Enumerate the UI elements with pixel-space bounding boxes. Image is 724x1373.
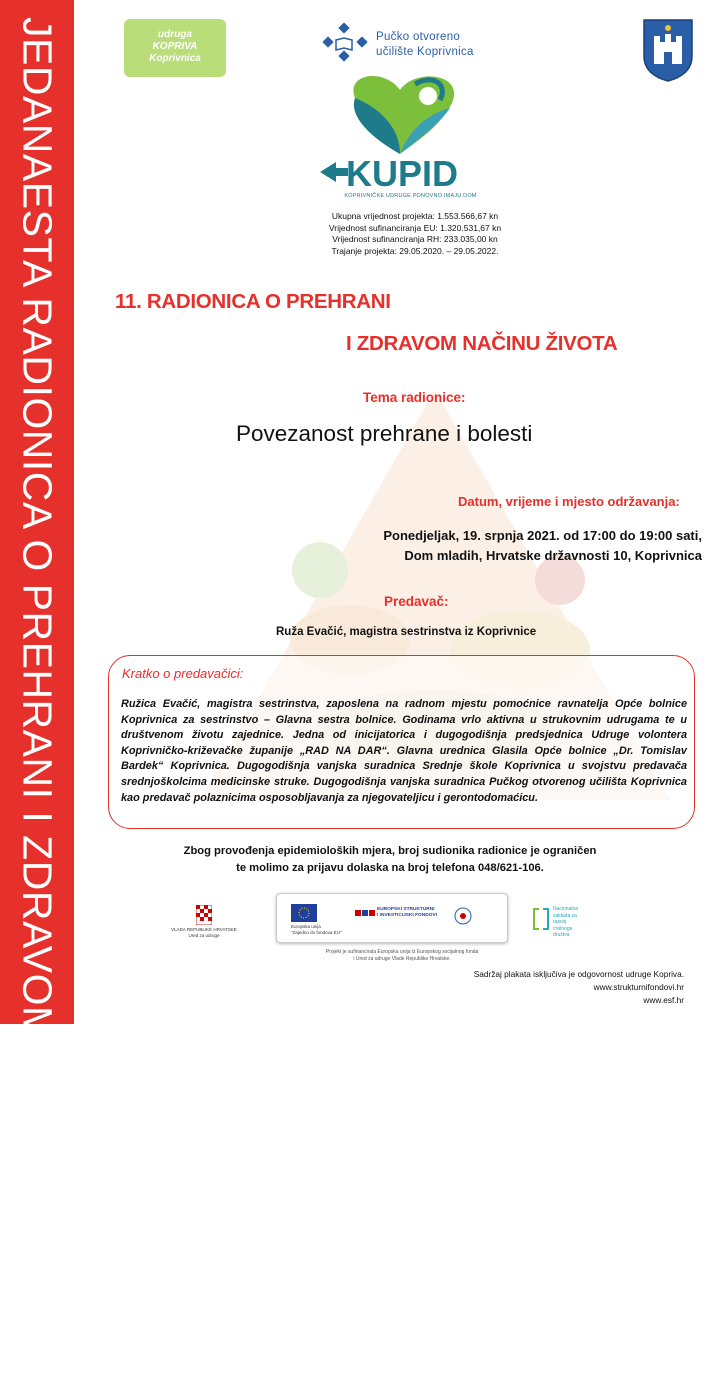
bio-text: Ružica Evačić, magistra sestrinstva, zaposlena na radnom mjestu pomoćnice ravnatelja Opće bolnice Koprivnica za sestrinstvo – Glavna sestra bolnice. Godinama vrlo aktivna u strukovnim udrugama te u društvenom životu zajednice. Jedna od inicijatorica i dugogodišnja predsjednica Udruge volontera Koprivničko-križevačke županije „RAD NA DAR“. Glavna urednica Glasila Opće bolnice „Dr. Tomislav Bardek“ Koprivnica. Dugogodišnja vanjska suradnica Srednje škole Koprivnica u svojstvu predavača srednjoškolcima medicinske struke. Dugogodišnja vanjska suradnica Pučkog otvorenog učilišta Koprivnica kao predavač polaznicima osposobljavanja za njegovateljicu i gerontodomaćicu. (121, 698, 687, 804)
kupid-tagline: KOPRIVNIČKE UDRUGE PONOVNO IMAJU DOM (344, 193, 477, 199)
project-info (250, 211, 580, 257)
notice-line1: Zbog provođenja epidemioloških mjera, broj sudionika radionice je ograničen (183, 845, 597, 857)
nzrcd-logo (533, 906, 613, 939)
udruga-logo-line2: KOPRIVA (152, 41, 198, 52)
eu-logo-line2: "Zajedno do fondova EU" (291, 929, 342, 935)
datum-location: Dom mladih, Hrvatske državnosti 10, Koprivnica (404, 548, 702, 563)
footer-line1: Sadržaj plakata isključiva je odgovornost udruge Kopriva. (473, 969, 684, 979)
udruga-kopriva-logo (124, 19, 226, 77)
bio-label: Kratko o predavačici: (122, 666, 244, 681)
esi-logo-text (377, 907, 437, 919)
eu-funds-logos (276, 893, 508, 943)
datum-date-time: Ponedjeljak, 19. srpnja 2021. od 17:00 do 19:00 sati, (383, 528, 702, 543)
nzrcd-line3: razvoj (553, 919, 567, 925)
project-eu-value: Vrijednost sufinanciranja EU: 1.320.531,67 kn (328, 222, 502, 233)
kupid-wordmark (318, 152, 498, 196)
pou-logo-line2: učilište Koprivnica (376, 46, 474, 58)
pou-logo-text (376, 30, 474, 60)
udruga-logo-line1: udruga (158, 29, 192, 40)
footer-disclaimer (474, 968, 684, 1007)
esi-logo-line1: EUROPSKI STRUKTURNI (377, 907, 435, 912)
footer-link-esf[interactable]: www.esf.hr (643, 995, 684, 1005)
vlada-logo-line2: Ured za udruge (188, 933, 220, 938)
pou-logo-line1: Pučko otvoreno (376, 31, 461, 43)
predavac-label: Predavač: (384, 594, 449, 609)
tema-title: Povezanost prehrane i bolesti (236, 421, 533, 446)
vlada-logo-line1: VLADA REPUBLIKE HRVATSKE (171, 927, 237, 932)
vlada-logo (164, 905, 244, 939)
nzrcd-line5: društva (553, 932, 570, 938)
kupid-heart-logo (340, 68, 470, 154)
nzrcd-bracket-icon (533, 908, 549, 930)
project-rh-value: Vrijednost sufinanciranja RH: 233.035,00 kn (332, 234, 498, 244)
croatian-shield-icon (196, 905, 212, 925)
predavac-name: Ruža Evačić, magistra sestrinstva iz Koprivnice (276, 626, 537, 638)
funding-caption-line2: i Ured za udruge Vlade Republike Hrvatske. (353, 956, 451, 962)
eu-flag-icon (291, 904, 317, 922)
sidebar-vertical-title: JEDANAESTA RADIONICA O PREHRANI I ZDRAVOM NAČINU ŽIVOTA (14, 17, 61, 1373)
title-line1: 11. RADIONICA O PREHRANI (115, 290, 391, 313)
nzrcd-line2: zaklada za (553, 912, 577, 919)
project-duration: Trajanje projekta: 29.05.2020. – 29.05.2022. (331, 245, 499, 256)
esi-logo-line2: I INVESTICIJSKI FONDOVI (377, 913, 437, 918)
eu-logo-line1: Europska unija (291, 924, 321, 929)
udruga-logo-line3: Koprivnica (149, 53, 201, 64)
agency-emblem-icon (453, 906, 473, 926)
pou-book-icon (322, 22, 374, 62)
kupid-word-text: KUPID (346, 153, 459, 194)
esi-funds-icon (355, 906, 375, 920)
sidebar-banner (0, 0, 74, 1373)
footer-link-strukturnifondovi[interactable]: www.strukturnifondovi.hr (593, 982, 684, 992)
notice-line2: te molimo za prijavu dolaska na broj telefona 048/621-106. (236, 862, 544, 874)
eu-logo-text (291, 924, 341, 935)
nzrcd-line4: civilnoga (553, 925, 573, 932)
funding-caption (282, 949, 522, 963)
funding-caption-line1: Projekt je sufinancirala Europska unija iz Europskog socijalnog fonda (325, 949, 479, 955)
coat-of-arms-icon (640, 16, 696, 82)
project-total-value: Ukupna vrijednost projekta: 1.553.566,67 kn (331, 211, 499, 221)
tema-label: Tema radionice: (363, 390, 466, 405)
epidemic-notice (90, 843, 690, 877)
datum-label: Datum, vrijeme i mjesto održavanja: (458, 494, 680, 509)
nzrcd-line1: Nacionalna (553, 906, 579, 912)
title-line2: I ZDRAVOM NAČINU ŽIVOTA (346, 332, 618, 355)
